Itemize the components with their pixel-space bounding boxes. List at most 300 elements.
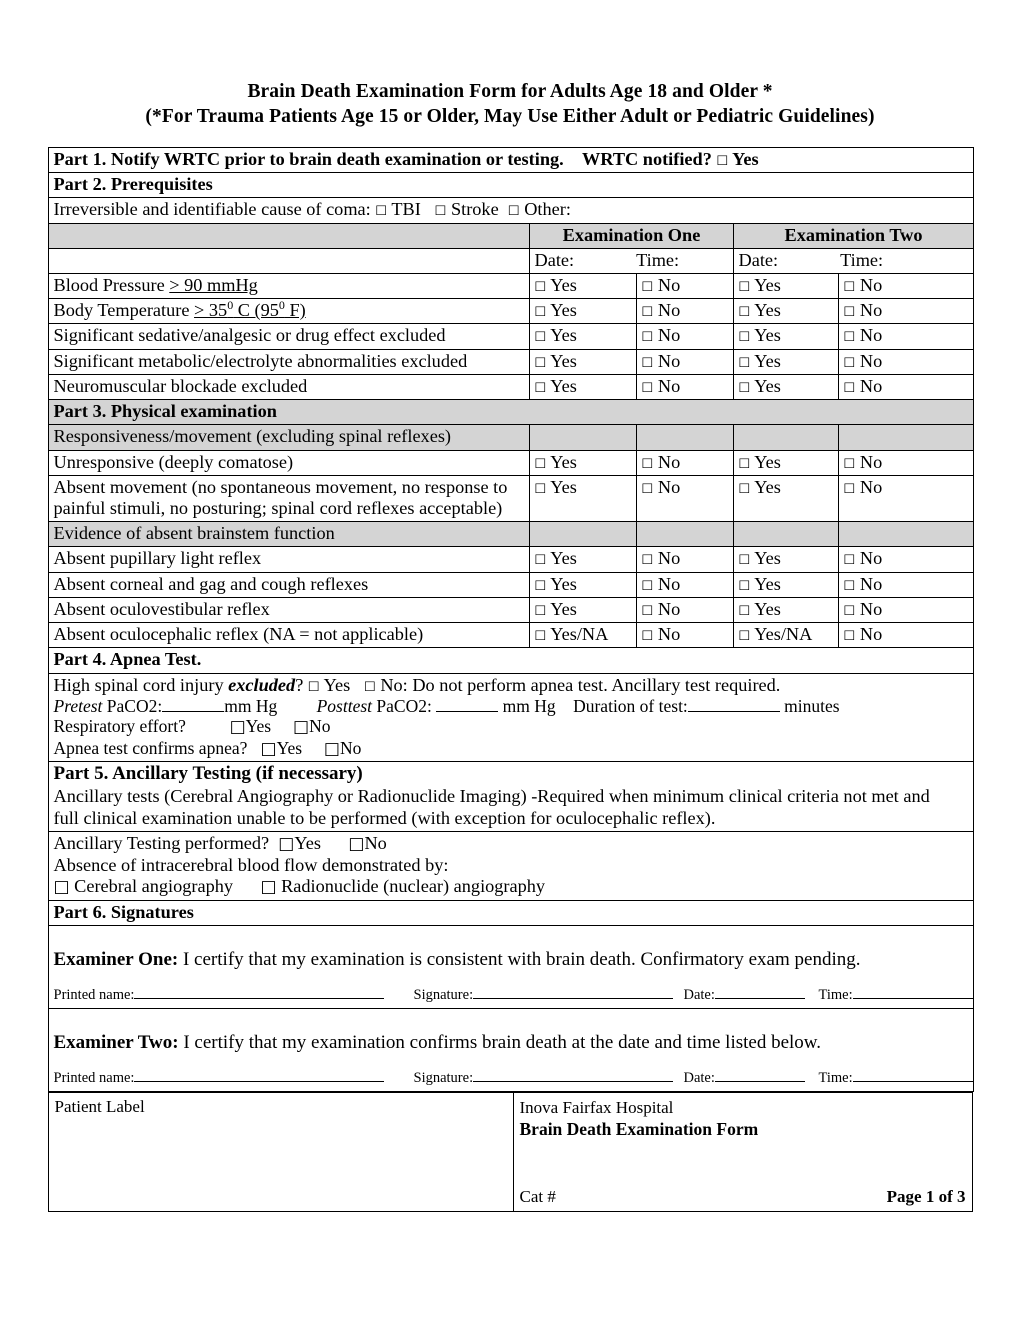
- examiner-two-fields: [54, 1070, 969, 1089]
- checkbox[interactable]: □: [534, 378, 547, 394]
- checkbox-label: No: [859, 624, 883, 645]
- table-row: [48, 374, 973, 399]
- checkbox[interactable]: □: [641, 353, 654, 369]
- apnea-body-cell: [48, 673, 973, 762]
- checkbox-label: No: [859, 573, 883, 594]
- ancillary-performed-yes-label: Yes: [294, 832, 321, 853]
- subheading-spacer: [838, 522, 973, 547]
- field-label: Date:: [683, 986, 715, 1003]
- ancillary-performed-line: [54, 833, 969, 855]
- e2-no-cell[interactable]: [838, 623, 973, 648]
- checkbox[interactable]: □: [641, 378, 654, 394]
- checkbox-label: Yes: [550, 451, 577, 472]
- exam-columns-header-row: [48, 223, 973, 248]
- part1-row: [48, 147, 973, 172]
- field-input-line[interactable]: [134, 1081, 384, 1082]
- checkbox-label: No: [657, 548, 681, 569]
- checkbox[interactable]: □: [843, 550, 856, 566]
- page-number: Page 1 of 3: [886, 1186, 966, 1206]
- e1-no-cell[interactable]: [636, 475, 733, 521]
- e1-no-cell[interactable]: [636, 597, 733, 622]
- e2-no-cell[interactable]: [838, 349, 973, 374]
- other-label: Other:: [524, 199, 571, 220]
- pretest-paco2-label: PaCO2:: [102, 695, 163, 716]
- respiratory-effort-no-checkbox[interactable]: □: [293, 717, 310, 738]
- e1-no-cell[interactable]: [636, 374, 733, 399]
- part2-row: [48, 173, 973, 198]
- checkbox[interactable]: □: [738, 626, 751, 642]
- checkbox[interactable]: □: [534, 302, 547, 318]
- checkbox-label: Yes: [550, 476, 577, 497]
- checkbox-label: No: [859, 275, 883, 295]
- checkbox-label: Yes: [754, 573, 781, 594]
- part5-heading: Part 5. Ancillary Testing (if necessary): [53, 763, 363, 785]
- respiratory-effort-yes-checkbox[interactable]: □: [229, 717, 246, 738]
- subheading-spacer: [529, 522, 636, 547]
- tbi-label: TBI: [391, 199, 421, 220]
- cause-of-coma-cell: [48, 198, 973, 223]
- ancillary-options-line: [54, 876, 969, 898]
- absence-blood-flow-label: Absence of intracerebral blood flow demonstrated by:: [53, 854, 449, 875]
- checkbox[interactable]: □: [534, 550, 547, 566]
- e2-no-cell[interactable]: [838, 274, 973, 299]
- confirms-apnea-yes-checkbox[interactable]: □: [260, 738, 277, 759]
- table-row: [48, 450, 973, 475]
- exam-one-time-label: Time:: [636, 249, 680, 270]
- checkbox-label: Yes: [550, 598, 577, 619]
- e2-yes-cell[interactable]: [733, 547, 838, 572]
- checkbox[interactable]: □: [534, 454, 547, 470]
- page-title: [0, 0, 1020, 130]
- checkbox-label: No: [657, 476, 681, 497]
- part4-heading: Part 4. Apnea Test.: [48, 648, 973, 673]
- e1-no-cell[interactable]: [636, 623, 733, 648]
- checkbox-label: Yes: [754, 275, 781, 295]
- checkbox-label: Yes: [754, 325, 781, 346]
- checkbox[interactable]: □: [641, 302, 654, 318]
- e1-yes-cell[interactable]: [529, 299, 636, 324]
- checkbox-label: No: [859, 451, 883, 472]
- e2-yes-cell[interactable]: [733, 623, 838, 648]
- date-time-spacer: [48, 248, 529, 273]
- checkbox-label: No: [657, 275, 681, 295]
- wrtc-notified-label: WRTC notified?: [581, 148, 712, 169]
- e1-yes-cell[interactable]: [529, 374, 636, 399]
- table-row: [48, 597, 973, 622]
- checkbox-label: No: [859, 548, 883, 569]
- hospital-info-cell: [513, 1092, 972, 1211]
- examiner-two-printed-name-field[interactable]: [54, 1070, 385, 1087]
- checkbox-label: Yes: [754, 476, 781, 497]
- row-label-oculocephalic: Absent oculocephalic reflex (NA = not applicable): [48, 623, 529, 648]
- brain-death-form-table: [48, 147, 973, 1212]
- field-input-line[interactable]: [473, 1081, 673, 1082]
- e1-yes-cell[interactable]: [529, 547, 636, 572]
- e2-no-cell[interactable]: [838, 547, 973, 572]
- part2-heading: Part 2. Prerequisites: [48, 173, 973, 198]
- checkbox[interactable]: □: [738, 601, 751, 617]
- examiner-one-signature-field[interactable]: [414, 987, 674, 1004]
- catalog-number-label: Cat #: [519, 1186, 556, 1206]
- field-input-line[interactable]: [473, 998, 673, 999]
- ancillary-performed-no-label: No: [364, 832, 387, 853]
- checkbox-label: Yes: [550, 350, 577, 371]
- checkbox[interactable]: □: [641, 327, 654, 343]
- stroke-label: Stroke: [450, 199, 499, 220]
- ancillary-performed-label: Ancillary Testing performed?: [53, 832, 270, 853]
- part6-row: [48, 900, 973, 925]
- checkbox[interactable]: □: [534, 327, 547, 343]
- row-label-unresponsive: Unresponsive (deeply comatose): [48, 450, 529, 475]
- examiner-two-text: I certify that my examination confirms brain death at the date and time listed below.: [178, 1031, 822, 1053]
- title-line-2: (*For Trauma Patients Age 15 or Older, May Use Either Adult or Pediatric Guidelines): [145, 105, 875, 127]
- apnea-excluded-no-checkbox[interactable]: □: [363, 677, 376, 692]
- examination-one-header: Examination One: [529, 223, 733, 248]
- part5-desc-line-2: full clinical examination unable to be performed (with exception for oculocephalic reflex).: [53, 807, 716, 828]
- checkbox[interactable]: □: [534, 277, 547, 293]
- part3-row: [48, 400, 973, 425]
- row-label-corneal-gag-cough: Absent corneal and gag and cough reflexes: [48, 572, 529, 597]
- e2-yes-cell[interactable]: [733, 299, 838, 324]
- apnea-excluded-yes-checkbox[interactable]: □: [307, 677, 320, 692]
- e2-yes-cell[interactable]: [733, 374, 838, 399]
- checkbox-label: Yes: [754, 350, 781, 371]
- table-row: [48, 349, 973, 374]
- checkbox[interactable]: □: [641, 576, 654, 592]
- checkbox-label: Yes: [550, 325, 577, 346]
- checkbox[interactable]: □: [738, 327, 751, 343]
- examiner-one-date-field[interactable]: [684, 987, 805, 1004]
- examiner-one-printed-name-field[interactable]: [54, 987, 385, 1004]
- e2-no-cell[interactable]: [838, 324, 973, 349]
- table-row: [48, 274, 973, 299]
- ancillary-performed-no-checkbox[interactable]: □: [348, 833, 365, 854]
- part1-heading: Part 1. Notify WRTC prior to brain death examination or testing.: [53, 148, 564, 169]
- e1-no-cell[interactable]: [636, 349, 733, 374]
- brainstem-subheader-row: [48, 522, 973, 547]
- pretest-units: mm Hg: [224, 695, 278, 716]
- checkbox[interactable]: □: [738, 302, 751, 318]
- row-label-pupillary-reflex: Absent pupillary light reflex: [48, 547, 529, 572]
- field-label: Printed name:: [53, 1069, 135, 1086]
- exam-one-datetime-cell[interactable]: [529, 248, 733, 273]
- e1-yes-cell[interactable]: [529, 475, 636, 521]
- e1-no-cell[interactable]: [636, 450, 733, 475]
- row-label-text: Body Temperature: [53, 300, 195, 321]
- field-input-line[interactable]: [853, 998, 973, 999]
- apnea-line-1: [54, 675, 969, 696]
- e2-no-cell[interactable]: [838, 374, 973, 399]
- subheading-spacer: [529, 425, 636, 450]
- radionuclide-angiography-checkbox[interactable]: □: [260, 876, 277, 897]
- examination-two-header: Examination Two: [733, 223, 973, 248]
- checkbox-label: No: [859, 598, 883, 619]
- confirms-apnea-no-checkbox[interactable]: □: [323, 738, 340, 759]
- examiner-one-label: Examiner One:: [53, 948, 179, 970]
- checkbox-label: No: [859, 375, 883, 396]
- part6-heading: Part 6. Signatures: [48, 900, 973, 925]
- checkbox[interactable]: □: [843, 302, 856, 318]
- checkbox-label: Yes: [754, 451, 781, 472]
- checkbox[interactable]: □: [534, 626, 547, 642]
- exam-two-time-label: Time:: [840, 249, 884, 270]
- field-input-line[interactable]: [715, 998, 805, 999]
- checkbox-label: No: [859, 325, 883, 346]
- checkbox[interactable]: □: [843, 454, 856, 470]
- hospital-name: Inova Fairfax Hospital: [519, 1097, 674, 1117]
- form-footer: [48, 1092, 973, 1212]
- examiner-two-date-field[interactable]: [684, 1070, 805, 1087]
- part5-desc-line-1: Ancillary tests (Cerebral Angiography or Radionuclide Imaging) -Required when minimum clinical criteria not met and: [53, 786, 930, 807]
- table-row: [48, 299, 973, 324]
- part3-heading: Part 3. Physical examination: [48, 400, 973, 425]
- row-label-metabolic-excluded: Significant metabolic/electrolyte abnormalities excluded: [48, 349, 529, 374]
- checkbox[interactable]: □: [738, 454, 751, 470]
- posttest-paco2-label: PaCO2:: [372, 695, 432, 716]
- duration-label: Duration of test:: [573, 695, 688, 716]
- row-label-absent-movement: Absent movement (no spontaneous movement, no response to painful stimuli, no posturing; spinal cord reflexes acceptable): [48, 475, 529, 521]
- e2-no-cell[interactable]: [838, 475, 973, 521]
- cerebral-angiography-checkbox[interactable]: □: [53, 876, 70, 897]
- table-row: [48, 572, 973, 597]
- checkbox-label: No: [859, 350, 883, 371]
- apnea-excluded-yes-label: Yes: [323, 674, 351, 695]
- responsiveness-subheader-row: [48, 425, 973, 450]
- examiner-one-block: [48, 925, 973, 1008]
- respiratory-effort-no-label: No: [309, 716, 331, 737]
- confirms-apnea-no-label: No: [339, 737, 362, 758]
- checkbox[interactable]: □: [534, 353, 547, 369]
- row-label-blood-pressure: [48, 274, 529, 299]
- examiner-two-label: Examiner Two:: [53, 1031, 179, 1053]
- checkbox-label: No: [657, 451, 681, 472]
- checkbox[interactable]: □: [641, 479, 654, 495]
- posttest-units: mm Hg: [502, 695, 556, 716]
- examiner-one-row: [48, 925, 973, 1008]
- duration-units: minutes: [784, 695, 840, 716]
- checkbox-label: No: [657, 325, 681, 346]
- responsiveness-subheading: Responsiveness/movement (excluding spinal reflexes): [48, 425, 529, 450]
- footer-form-name: Brain Death Examination Form: [519, 1119, 759, 1140]
- subheading-spacer: [733, 522, 838, 547]
- e1-yes-cell[interactable]: [529, 450, 636, 475]
- examiner-one-statement: [54, 927, 969, 987]
- examiner-two-row: [48, 1008, 973, 1091]
- footer-row: [48, 1092, 972, 1211]
- e1-no-cell[interactable]: [636, 572, 733, 597]
- apnea-line1-qmark: ?: [295, 674, 304, 695]
- e1-yes-cell[interactable]: [529, 349, 636, 374]
- radionuclide-angiography-label: Radionuclide (nuclear) angiography: [281, 875, 546, 896]
- e2-yes-cell[interactable]: [733, 450, 838, 475]
- row-label-oculovestibular: Absent oculovestibular reflex: [48, 597, 529, 622]
- checkbox[interactable]: □: [843, 576, 856, 592]
- checkbox[interactable]: □: [641, 277, 654, 293]
- apnea-excluded-no-label: No: Do not perform apnea test. Ancillary test required.: [380, 674, 781, 695]
- subheading-spacer: [838, 425, 973, 450]
- apnea-line-2: [54, 696, 969, 716]
- e2-yes-cell[interactable]: [733, 324, 838, 349]
- posttest-paco2-input[interactable]: [436, 711, 498, 712]
- checkbox-label: No: [859, 300, 883, 321]
- table-row: [48, 475, 973, 521]
- checkbox-label: Yes: [550, 573, 577, 594]
- examiner-two-signature-field[interactable]: [414, 1070, 674, 1087]
- exam-one-date-label: Date:: [534, 249, 575, 270]
- table-row: [48, 324, 973, 349]
- e2-yes-cell[interactable]: [733, 572, 838, 597]
- ancillary-selection-row: [48, 831, 973, 900]
- table-row: [48, 623, 973, 648]
- subheading-spacer: [733, 425, 838, 450]
- checkbox[interactable]: □: [738, 378, 751, 394]
- field-label: Time:: [818, 1069, 853, 1086]
- e2-yes-cell[interactable]: [733, 274, 838, 299]
- row-label-underlined: > 90 mmHg: [169, 275, 258, 295]
- footer-bottom-row: [520, 1187, 966, 1207]
- duration-input[interactable]: [688, 711, 780, 712]
- checkbox-label: No: [859, 476, 883, 497]
- checkbox[interactable]: □: [641, 454, 654, 470]
- table-row: [48, 547, 973, 572]
- e1-no-cell[interactable]: [636, 274, 733, 299]
- checkbox-label: No: [657, 573, 681, 594]
- title-line-1: Brain Death Examination Form for Adults Age 18 and Older *: [247, 81, 773, 102]
- field-input-line[interactable]: [715, 1081, 805, 1082]
- e2-yes-cell[interactable]: [733, 597, 838, 622]
- checkbox[interactable]: □: [738, 576, 751, 592]
- apnea-body-row: [48, 673, 973, 762]
- date-time-row: [48, 248, 973, 273]
- posttest-label: Posttest: [316, 695, 373, 716]
- stroke-checkbox[interactable]: □: [434, 201, 447, 217]
- field-input-line[interactable]: [134, 998, 384, 999]
- checkbox-label: No: [657, 350, 681, 371]
- field-label: Signature:: [413, 986, 474, 1003]
- examiner-one-text: I certify that my examination is consistent with brain death. Confirmatory exam pending.: [178, 948, 861, 970]
- checkbox[interactable]: □: [641, 550, 654, 566]
- e2-no-cell[interactable]: [838, 572, 973, 597]
- checkbox[interactable]: □: [843, 277, 856, 293]
- subheading-spacer: [636, 522, 733, 547]
- checkbox[interactable]: □: [641, 601, 654, 617]
- apnea-excluded-emphasis: excluded: [228, 674, 296, 695]
- e2-no-cell[interactable]: [838, 450, 973, 475]
- pretest-label: Pretest: [53, 695, 103, 716]
- cause-of-coma-label: Irreversible and identifiable cause of coma:: [53, 199, 371, 220]
- e2-yes-cell[interactable]: [733, 349, 838, 374]
- checkbox[interactable]: □: [738, 277, 751, 293]
- part4-row: [48, 648, 973, 673]
- other-checkbox[interactable]: □: [507, 201, 520, 217]
- checkbox-label: Yes: [550, 300, 577, 321]
- wrtc-notified-checkbox[interactable]: □: [716, 151, 729, 167]
- e2-no-cell[interactable]: [838, 597, 973, 622]
- patient-label-text: Patient Label: [54, 1096, 145, 1116]
- checkbox[interactable]: □: [641, 626, 654, 642]
- checkbox-label: Yes: [754, 598, 781, 619]
- examiner-one-fields: [54, 987, 969, 1006]
- e1-no-cell[interactable]: [636, 324, 733, 349]
- e1-yes-cell[interactable]: [529, 274, 636, 299]
- exam-header-spacer: [48, 223, 529, 248]
- respiratory-effort-label: Respiratory effort?: [53, 716, 186, 737]
- cause-of-coma-row: [48, 198, 973, 223]
- ancillary-selection-cell: [48, 831, 973, 900]
- field-label: Signature:: [413, 1069, 474, 1086]
- field-label: Time:: [818, 986, 853, 1003]
- checkbox[interactable]: □: [843, 601, 856, 617]
- checkbox[interactable]: □: [843, 353, 856, 369]
- exam-two-datetime-cell[interactable]: [733, 248, 973, 273]
- row-label-underlined: > $35^0$ C ($95^0$ F): [194, 298, 306, 321]
- checkbox[interactable]: □: [534, 479, 547, 495]
- checkbox[interactable]: □: [843, 479, 856, 495]
- checkbox[interactable]: □: [534, 601, 547, 617]
- checkbox[interactable]: □: [738, 550, 751, 566]
- checkbox[interactable]: □: [843, 378, 856, 394]
- pretest-paco2-input[interactable]: [162, 711, 224, 712]
- examiner-one-time-field[interactable]: [819, 987, 973, 1004]
- e1-yes-cell[interactable]: [529, 324, 636, 349]
- checkbox-label: No: [657, 375, 681, 396]
- checkbox[interactable]: □: [738, 479, 751, 495]
- e2-yes-cell[interactable]: [733, 475, 838, 521]
- row-label-body-temperature: [48, 299, 529, 324]
- examiner-two-time-field[interactable]: [819, 1070, 973, 1087]
- field-label: Printed name:: [53, 986, 135, 1003]
- apnea-line-4: [54, 738, 969, 760]
- checkbox-label: Yes: [550, 375, 577, 396]
- checkbox-label: No: [657, 624, 681, 645]
- e1-yes-cell[interactable]: [529, 623, 636, 648]
- tbi-checkbox[interactable]: □: [375, 201, 388, 217]
- patient-label-cell[interactable]: [48, 1092, 513, 1211]
- checkbox-label: Yes: [754, 300, 781, 321]
- row-label-neuromuscular-excluded: Neuromuscular blockade excluded: [48, 374, 529, 399]
- e1-no-cell[interactable]: [636, 547, 733, 572]
- field-label: Date:: [683, 1069, 715, 1086]
- field-input-line[interactable]: [853, 1081, 973, 1082]
- row-label-text: Blood Pressure: [53, 275, 170, 295]
- checkbox-label: Yes: [754, 548, 781, 569]
- part5-cell: [48, 762, 973, 831]
- checkbox-label: No: [657, 300, 681, 321]
- confirms-apnea-label: Apnea test confirms apnea?: [53, 737, 248, 758]
- exam-two-date-label: Date:: [738, 249, 779, 270]
- checkbox[interactable]: □: [843, 626, 856, 642]
- checkbox[interactable]: □: [534, 576, 547, 592]
- respiratory-effort-yes-label: Yes: [245, 716, 272, 737]
- examiner-two-block: [48, 1008, 973, 1091]
- e1-no-cell[interactable]: [636, 299, 733, 324]
- checkbox-label: Yes: [754, 375, 781, 396]
- apnea-line-3: [54, 716, 969, 738]
- checkbox-label: Yes: [550, 275, 577, 295]
- checkbox[interactable]: □: [843, 327, 856, 343]
- brainstem-subheading: Evidence of absent brainstem function: [48, 522, 529, 547]
- subheading-spacer: [636, 425, 733, 450]
- checkbox[interactable]: □: [738, 353, 751, 369]
- ancillary-performed-yes-checkbox[interactable]: □: [278, 833, 295, 854]
- e2-no-cell[interactable]: [838, 299, 973, 324]
- part5-row: [48, 762, 973, 831]
- checkbox-label: Yes/NA: [754, 624, 813, 645]
- examiner-two-statement: [54, 1010, 969, 1070]
- e1-yes-cell[interactable]: [529, 597, 636, 622]
- cerebral-angiography-label: Cerebral angiography: [74, 875, 234, 896]
- e1-yes-cell[interactable]: [529, 572, 636, 597]
